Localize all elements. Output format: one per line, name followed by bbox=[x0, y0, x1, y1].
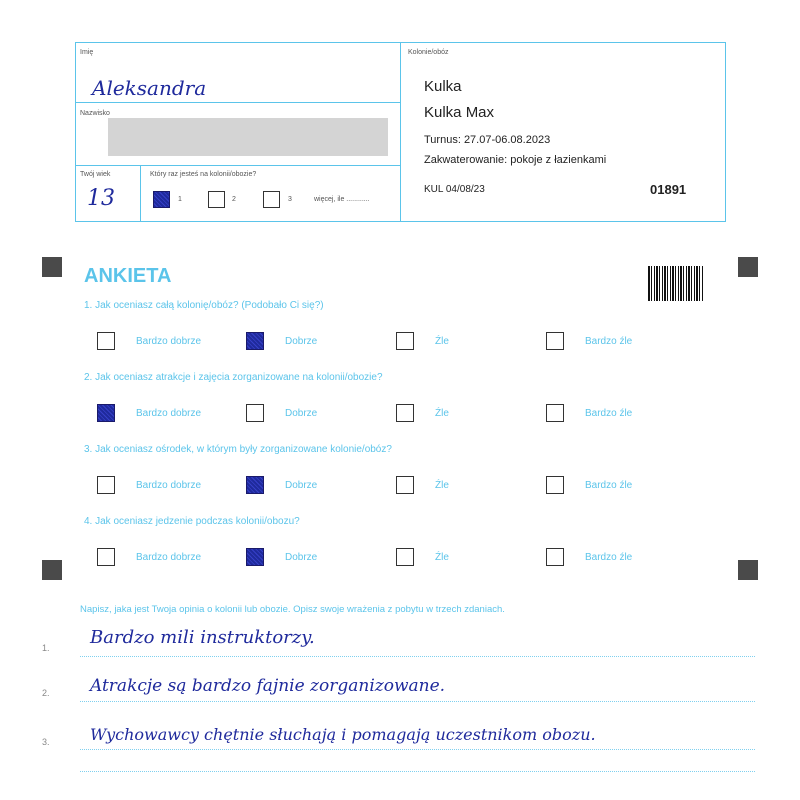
q2-option-label: Bardzo dobrze bbox=[136, 408, 202, 419]
age-value: 13 bbox=[87, 186, 115, 211]
q3-option-label: Źle bbox=[435, 480, 449, 491]
surname-label: Nazwisko bbox=[80, 110, 110, 117]
q4-option-label: Źle bbox=[435, 552, 449, 563]
q1-option-checkbox[interactable] bbox=[546, 332, 564, 350]
q3-option-label: Dobrze bbox=[285, 480, 318, 491]
q4-option-label: Bardzo dobrze bbox=[136, 552, 202, 563]
q1-option-label: Źle bbox=[435, 336, 449, 347]
q3-option-label: Bardzo dobrze bbox=[136, 480, 202, 491]
q1-option-checkbox[interactable] bbox=[246, 332, 264, 350]
name-value: Aleksandra bbox=[92, 76, 207, 100]
times-checkbox-2[interactable] bbox=[208, 191, 225, 208]
q4-option-checkbox[interactable] bbox=[546, 548, 564, 566]
survey-title: ANKIETA bbox=[84, 265, 172, 287]
barcode bbox=[648, 266, 703, 301]
registration-marker bbox=[738, 257, 758, 277]
q2-option-checkbox[interactable] bbox=[97, 404, 115, 422]
times-checkbox-1[interactable] bbox=[153, 191, 170, 208]
answer-line bbox=[80, 701, 755, 702]
answer-line bbox=[80, 771, 755, 772]
question-4: 4. Jak oceniasz jedzenie podczas kolonii/obozu? bbox=[84, 516, 300, 527]
q3-option-checkbox[interactable] bbox=[246, 476, 264, 494]
answer-number: 3. bbox=[42, 737, 50, 747]
times-option-1: 1 bbox=[178, 196, 182, 203]
q2-option-label: Bardzo źle bbox=[585, 408, 633, 419]
age-label: Twój wiek bbox=[80, 171, 111, 178]
q2-option-label: Dobrze bbox=[285, 408, 318, 419]
times-checkbox-3[interactable] bbox=[263, 191, 280, 208]
times-option-2: 2 bbox=[232, 196, 236, 203]
name-label: Imię bbox=[80, 49, 94, 56]
camp-sub: Kulka Max bbox=[424, 104, 495, 121]
q1-option-label: Bardzo dobrze bbox=[136, 336, 202, 347]
camp-name: Kulka bbox=[424, 78, 462, 95]
q4-option-checkbox[interactable] bbox=[246, 548, 264, 566]
q1-option-checkbox[interactable] bbox=[396, 332, 414, 350]
form-number: 01891 bbox=[650, 182, 687, 197]
q1-option-label: Bardzo źle bbox=[585, 336, 633, 347]
q1-option-checkbox[interactable] bbox=[97, 332, 115, 350]
q2-option-checkbox[interactable] bbox=[246, 404, 264, 422]
header-divider bbox=[400, 42, 401, 222]
times-option-3: 3 bbox=[288, 196, 292, 203]
q2-option-checkbox[interactable] bbox=[546, 404, 564, 422]
registration-marker bbox=[738, 560, 758, 580]
q3-option-checkbox[interactable] bbox=[97, 476, 115, 494]
q3-option-checkbox[interactable] bbox=[396, 476, 414, 494]
answer-line bbox=[80, 656, 755, 657]
question-2: 2. Jak oceniasz atrakcje i zajęcia zorganizowane na kolonii/obozie? bbox=[84, 372, 383, 383]
registration-marker bbox=[42, 560, 62, 580]
q1-option-label: Dobrze bbox=[285, 336, 318, 347]
times-option-more: więcej, ile ............ bbox=[314, 196, 370, 203]
answer-2: Atrakcje są bardzo fajnie zorganizowane. bbox=[90, 676, 446, 696]
q4-option-label: Dobrze bbox=[285, 552, 318, 563]
opinion-prompt: Napisz, jaka jest Twoja opinia o kolonii lub obozie. Opisz swoje wrażenia z pobytu w trzech zdaniach. bbox=[80, 604, 505, 615]
header-row-divider bbox=[75, 102, 401, 103]
answer-line bbox=[80, 749, 755, 750]
times-label: Który raz jesteś na kolonii/obozie? bbox=[150, 171, 257, 178]
q3-option-checkbox[interactable] bbox=[546, 476, 564, 494]
registration-marker bbox=[42, 257, 62, 277]
redacted-surname bbox=[108, 118, 388, 156]
question-3: 3. Jak oceniasz ośrodek, w którym były zorganizowane kolonie/obóz? bbox=[84, 444, 392, 455]
answer-3: Wychowawcy chętnie słuchają i pomagają uczestnikom obozu. bbox=[90, 725, 596, 744]
q3-option-label: Bardzo źle bbox=[585, 480, 633, 491]
camp-label: Kolonie/obóz bbox=[408, 49, 449, 56]
q2-option-checkbox[interactable] bbox=[396, 404, 414, 422]
answer-1: Bardzo mili instruktorzy. bbox=[90, 627, 315, 648]
question-1: 1. Jak oceniasz całą kolonię/obóz? (Podobało Ci się?) bbox=[84, 300, 324, 311]
answer-number: 1. bbox=[42, 643, 50, 653]
q4-option-label: Bardzo źle bbox=[585, 552, 633, 563]
answer-number: 2. bbox=[42, 688, 50, 698]
header-row-divider bbox=[75, 165, 401, 166]
q4-option-checkbox[interactable] bbox=[396, 548, 414, 566]
q4-option-checkbox[interactable] bbox=[97, 548, 115, 566]
header-col-divider bbox=[140, 165, 141, 222]
turnus: Turnus: 27.07-06.08.2023 bbox=[424, 134, 551, 146]
q2-option-label: Źle bbox=[435, 408, 449, 419]
camp-code: KUL 04/08/23 bbox=[424, 184, 485, 195]
accommodation: Zakwaterowanie: pokoje z łazienkami bbox=[424, 154, 607, 166]
